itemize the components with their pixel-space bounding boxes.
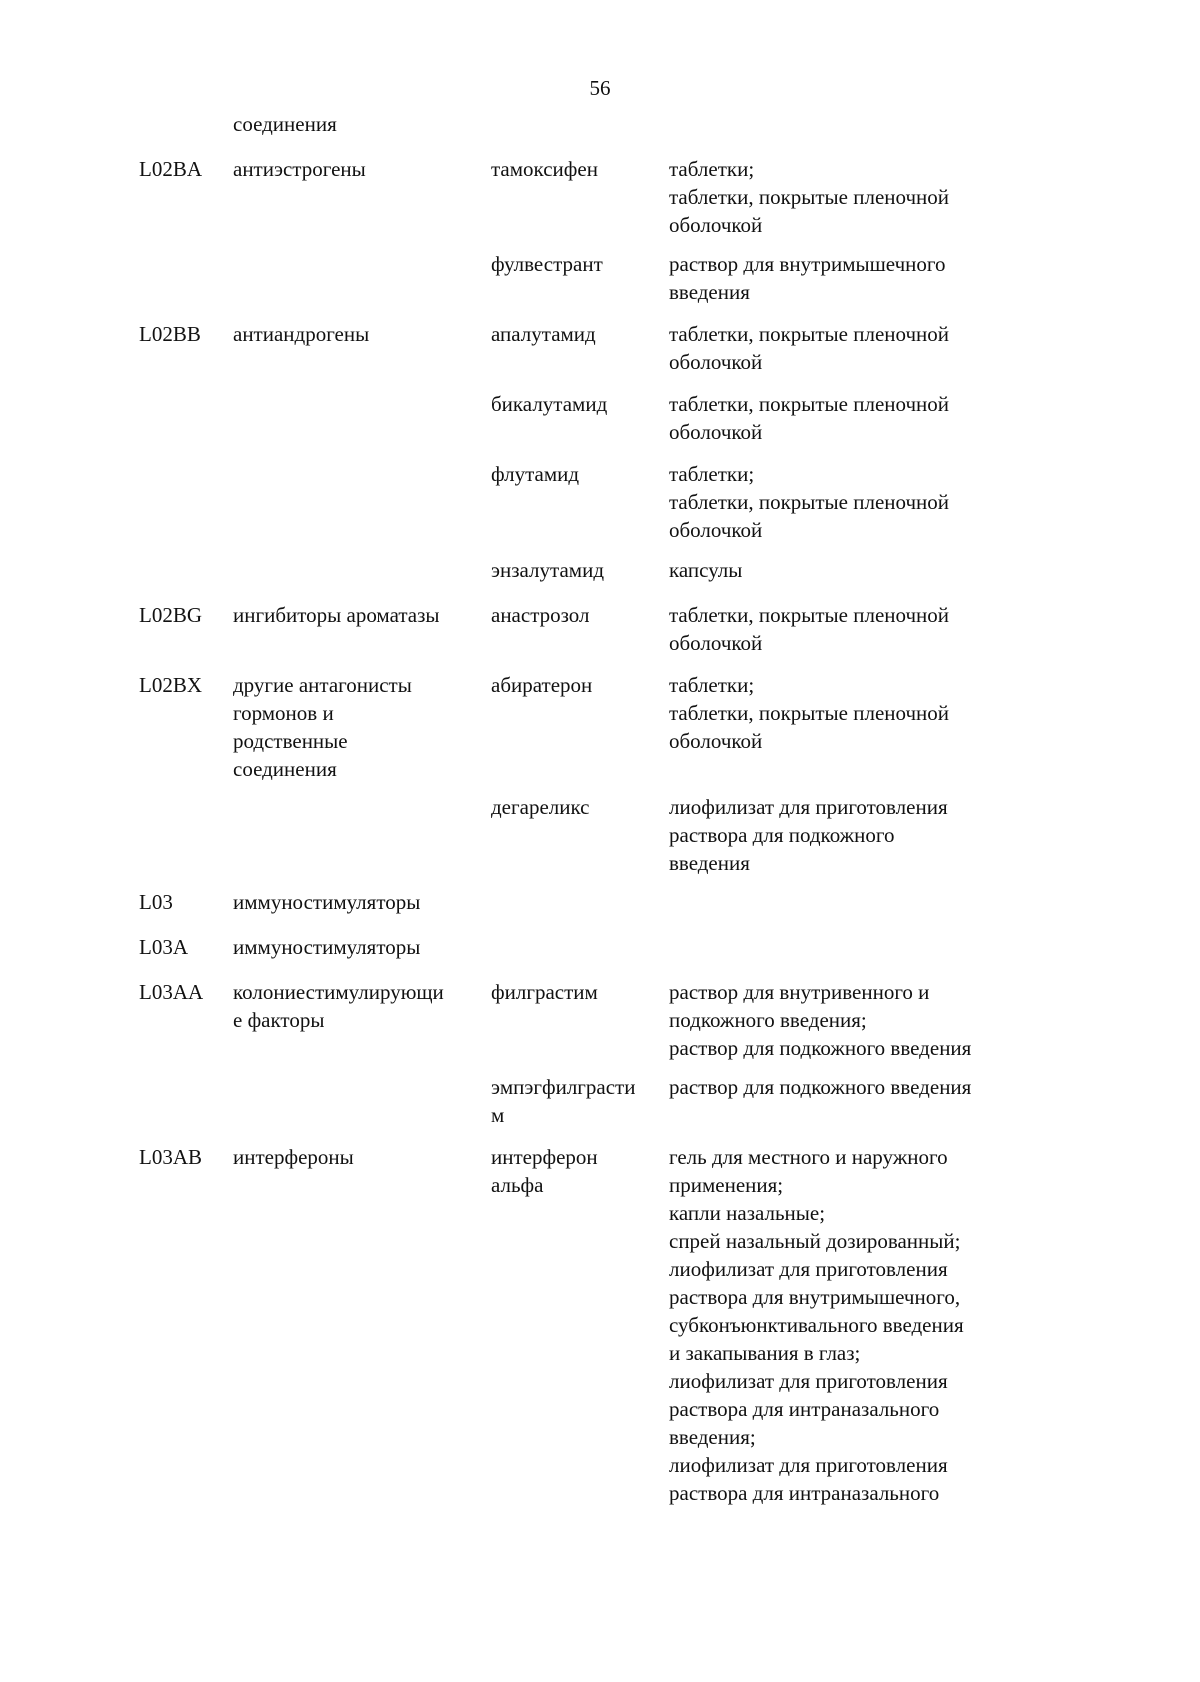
drug-name-cell: дегареликс xyxy=(491,795,590,819)
drug-name-cell: энзалутамид xyxy=(491,558,604,582)
group-name-cell: антиандрогены xyxy=(233,322,370,346)
group-name-cell: соединения xyxy=(233,112,337,136)
dosage-form-cell: таблетки; таблетки, покрытые пленочной оболочкой xyxy=(669,157,950,237)
atc-code-cell: L03AB xyxy=(139,1145,202,1169)
dosage-form-cell: таблетки, покрытые пленочной оболочкой xyxy=(669,322,950,374)
drug-name-cell: абиратерон xyxy=(491,673,593,697)
dosage-form-cell: таблетки; таблетки, покрытые пленочной оболочкой xyxy=(669,673,950,753)
drug-name-cell: флутамид xyxy=(491,462,580,486)
dosage-form-cell: лиофилизат для приготовления раствора для подкожного введения xyxy=(669,795,948,875)
drug-name-cell: интерферон альфа xyxy=(491,1145,598,1197)
atc-code-cell: L02BX xyxy=(139,673,202,697)
group-name-cell: колониестимулирующи е факторы xyxy=(233,980,444,1032)
atc-code-cell: L03AA xyxy=(139,980,204,1004)
atc-code-cell: L02BA xyxy=(139,157,202,181)
dosage-form-cell: раствор для внутримышечного введения xyxy=(669,252,946,304)
dosage-form-cell: раствор для подкожного введения xyxy=(669,1075,972,1099)
atc-code-cell: L03 xyxy=(139,890,173,914)
dosage-form-cell: капсулы xyxy=(669,558,743,582)
drug-name-cell: тамоксифен xyxy=(491,157,598,181)
atc-code-cell: L02BG xyxy=(139,603,202,627)
dosage-form-cell: гель для местного и наружного применения; капли назальные; спрей назальный дозированный; лиофилизат для приготовления раствора для внутримышечного, субконъюнктивального введения и закапывания в глаз; лиофилизат для приготовления раствора для интраназального введения; лиофилизат для приготовления раствора для интраназального xyxy=(669,1145,964,1505)
drug-name-cell: фулвестрант xyxy=(491,252,603,276)
drug-name-cell: анастрозол xyxy=(491,603,590,627)
group-name-cell: интерфероны xyxy=(233,1145,354,1169)
atc-code-cell: L03A xyxy=(139,935,188,959)
dosage-form-cell: раствор для внутривенного и подкожного введения; раствор для подкожного введения xyxy=(669,980,972,1060)
dosage-form-cell: таблетки; таблетки, покрытые пленочной оболочкой xyxy=(669,462,950,542)
group-name-cell: ингибиторы ароматазы xyxy=(233,603,440,627)
drug-name-cell: филграстим xyxy=(491,980,598,1004)
drug-name-cell: эмпэгфилграсти м xyxy=(491,1075,636,1127)
dosage-form-cell: таблетки, покрытые пленочной оболочкой xyxy=(669,603,950,655)
group-name-cell: другие антагонисты гормонов и родственные соединения xyxy=(233,673,412,781)
drug-name-cell: бикалутамид xyxy=(491,392,608,416)
group-name-cell: иммуностимуляторы xyxy=(233,935,421,959)
drug-name-cell: апалутамид xyxy=(491,322,596,346)
page-number: 56 xyxy=(589,76,611,100)
dosage-form-cell: таблетки, покрытые пленочной оболочкой xyxy=(669,392,950,444)
group-name-cell: антиэстрогены xyxy=(233,157,366,181)
group-name-cell: иммуностимуляторы xyxy=(233,890,421,914)
atc-code-cell: L02BB xyxy=(139,322,201,346)
